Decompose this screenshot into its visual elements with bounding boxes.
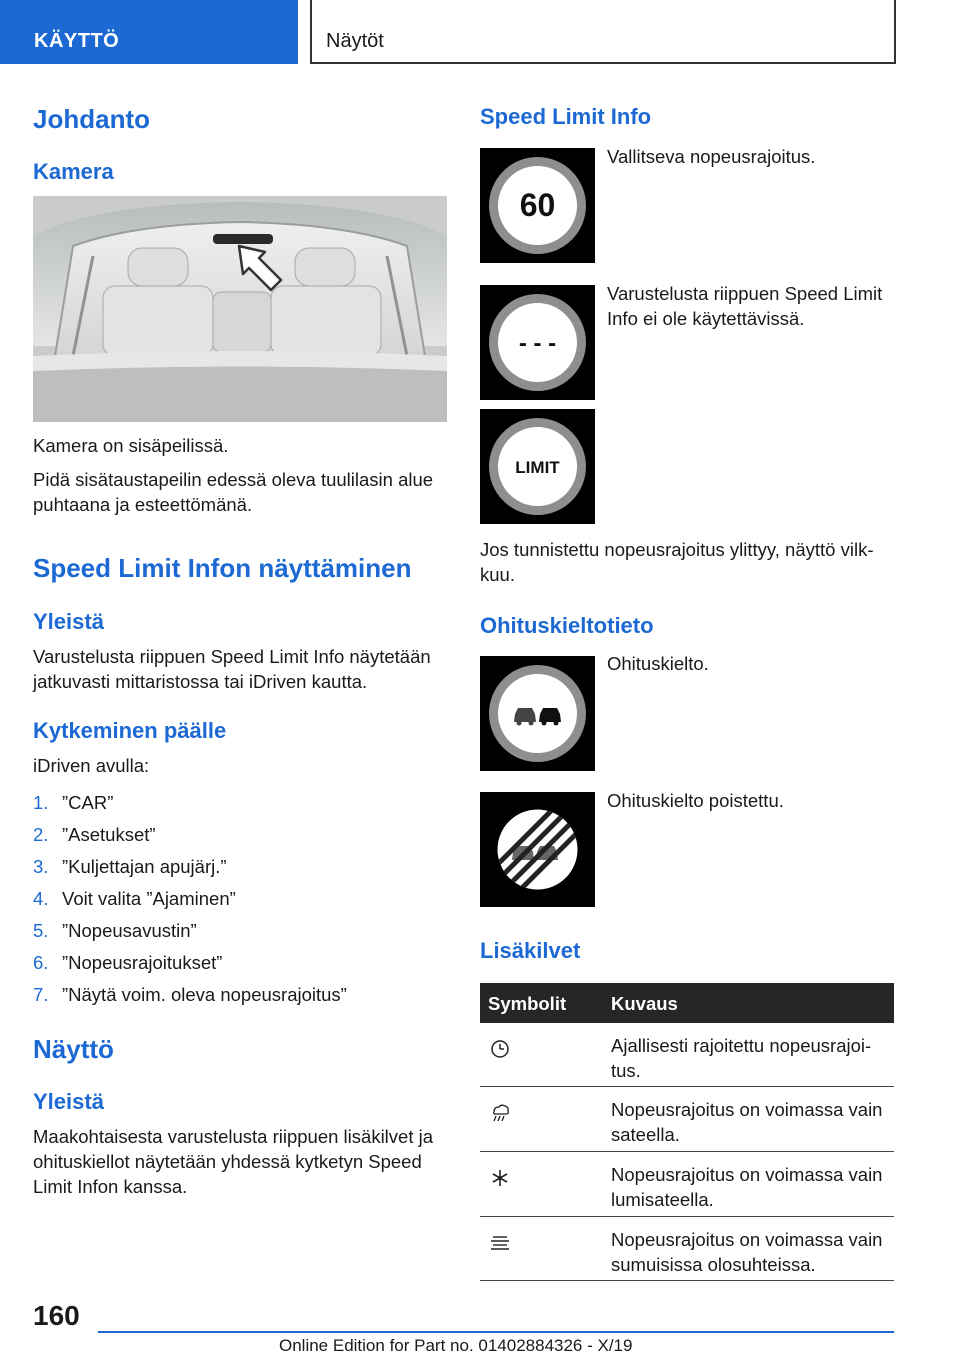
header-section-tab [0,0,298,64]
page-number: 160 [33,1300,80,1331]
table-row [480,1152,894,1217]
no-overtaking-sign [480,656,595,771]
row-description: Nopeusrajoitus on voimassa vain sumuisissa olosuhteissa. [611,1229,883,1275]
overtake-end-text: Ohituskielto poistettu. [607,790,784,811]
footer-rule [98,1331,894,1333]
header-chapter-label: Näytöt [326,30,384,52]
speed-limit-60-sign [480,148,595,263]
exceed-paragraph: Jos tunnistettu nopeusrajoitus ylittyy, näyttö vilk-kuu. [480,539,874,585]
table-row [480,1087,894,1152]
header-chapter-box [312,0,896,64]
heading-overtake: Ohituskieltotieto [480,613,654,638]
sign-dash-text: Varustelusta riippuen Speed Limit Info ei ole käytettävissä. [607,283,883,329]
speed-limit-unavailable-sign [480,285,595,400]
row-description: Nopeusrajoitus on voimassa vain sateella. [611,1099,883,1145]
heading-plates: Lisäkilvet [480,938,581,963]
fog-icon [488,1231,512,1255]
limit-exceeded-sign [480,409,595,524]
heading-camera: Kamera [33,159,114,184]
end-no-overtaking-sign [480,792,595,907]
footer-edition: Online Edition for Part no. 01402884326 - X/19 [279,1336,633,1355]
overtake-text: Ohituskielto. [607,653,709,674]
heading-sli: Speed Limit Info [480,104,652,129]
column-header-description: Kuvaus [611,993,678,1014]
sign-60-text: Vallitseva nopeusrajoitus. [607,146,816,167]
heading-switch-on: Kytkeminen päälle [33,718,227,743]
table-row [480,1217,894,1281]
column-header-symbols: Symbolit [488,993,567,1014]
row-description: Nopeusrajoitus on voimassa vain lumisateella. [611,1164,883,1210]
snowflake-icon [488,1166,512,1190]
header-section-label: KÄYTTÖ [34,30,120,52]
camera-illustration [33,196,447,422]
switch-on-paragraph: iDriven avulla: [33,755,150,776]
heading-display: Näyttö [33,1034,114,1064]
heading-intro: Johdanto [33,104,150,134]
general-1-paragraph: Varustelusta riippuen Speed Limit Info näytetään jatkuvasti mittaristossa tai iDriven kautta. [33,646,431,692]
heading-general-1: Yleistä [33,609,104,634]
heading-display-sli: Speed Limit Infon näyttäminen [33,553,412,583]
camera-paragraph-1: Kamera on sisäpeilissä. [33,435,229,456]
plates-table-header [480,983,894,1023]
sign-limit-value: LIMIT [515,458,560,477]
rain-icon [488,1101,512,1125]
camera-paragraph-2: Pidä sisätaustapeilin edessä oleva tuulilasin alue puhtaana ja esteettömänä. [33,469,434,515]
general-2-paragraph: Maakohtaisesta varustelusta riippuen lisäkilvet ja ohituskiellot näytetään yhdessä kytketyn Speed Limit Infon kanssa. [33,1126,434,1197]
row-description: Ajallisesti rajoitettu nopeusrajoi-tus. [611,1035,872,1081]
clock-icon [488,1037,512,1061]
sign-dash-value: - - - [518,330,557,357]
sign-60-value: 60 [519,187,556,223]
steps-list: 1. ”CAR” 2. ”Asetukset” 3. ”Kuljettajan apujärj.” 4. Voit valita ”Ajaminen” 5. ”Nopeusavustin” 6. ”Nopeusrajoitukset” 7. ”Näytä voim. oleva nopeusrajoitus” [33,792,347,1005]
heading-general-2: Yleistä [33,1089,104,1114]
table-row [480,1023,894,1087]
